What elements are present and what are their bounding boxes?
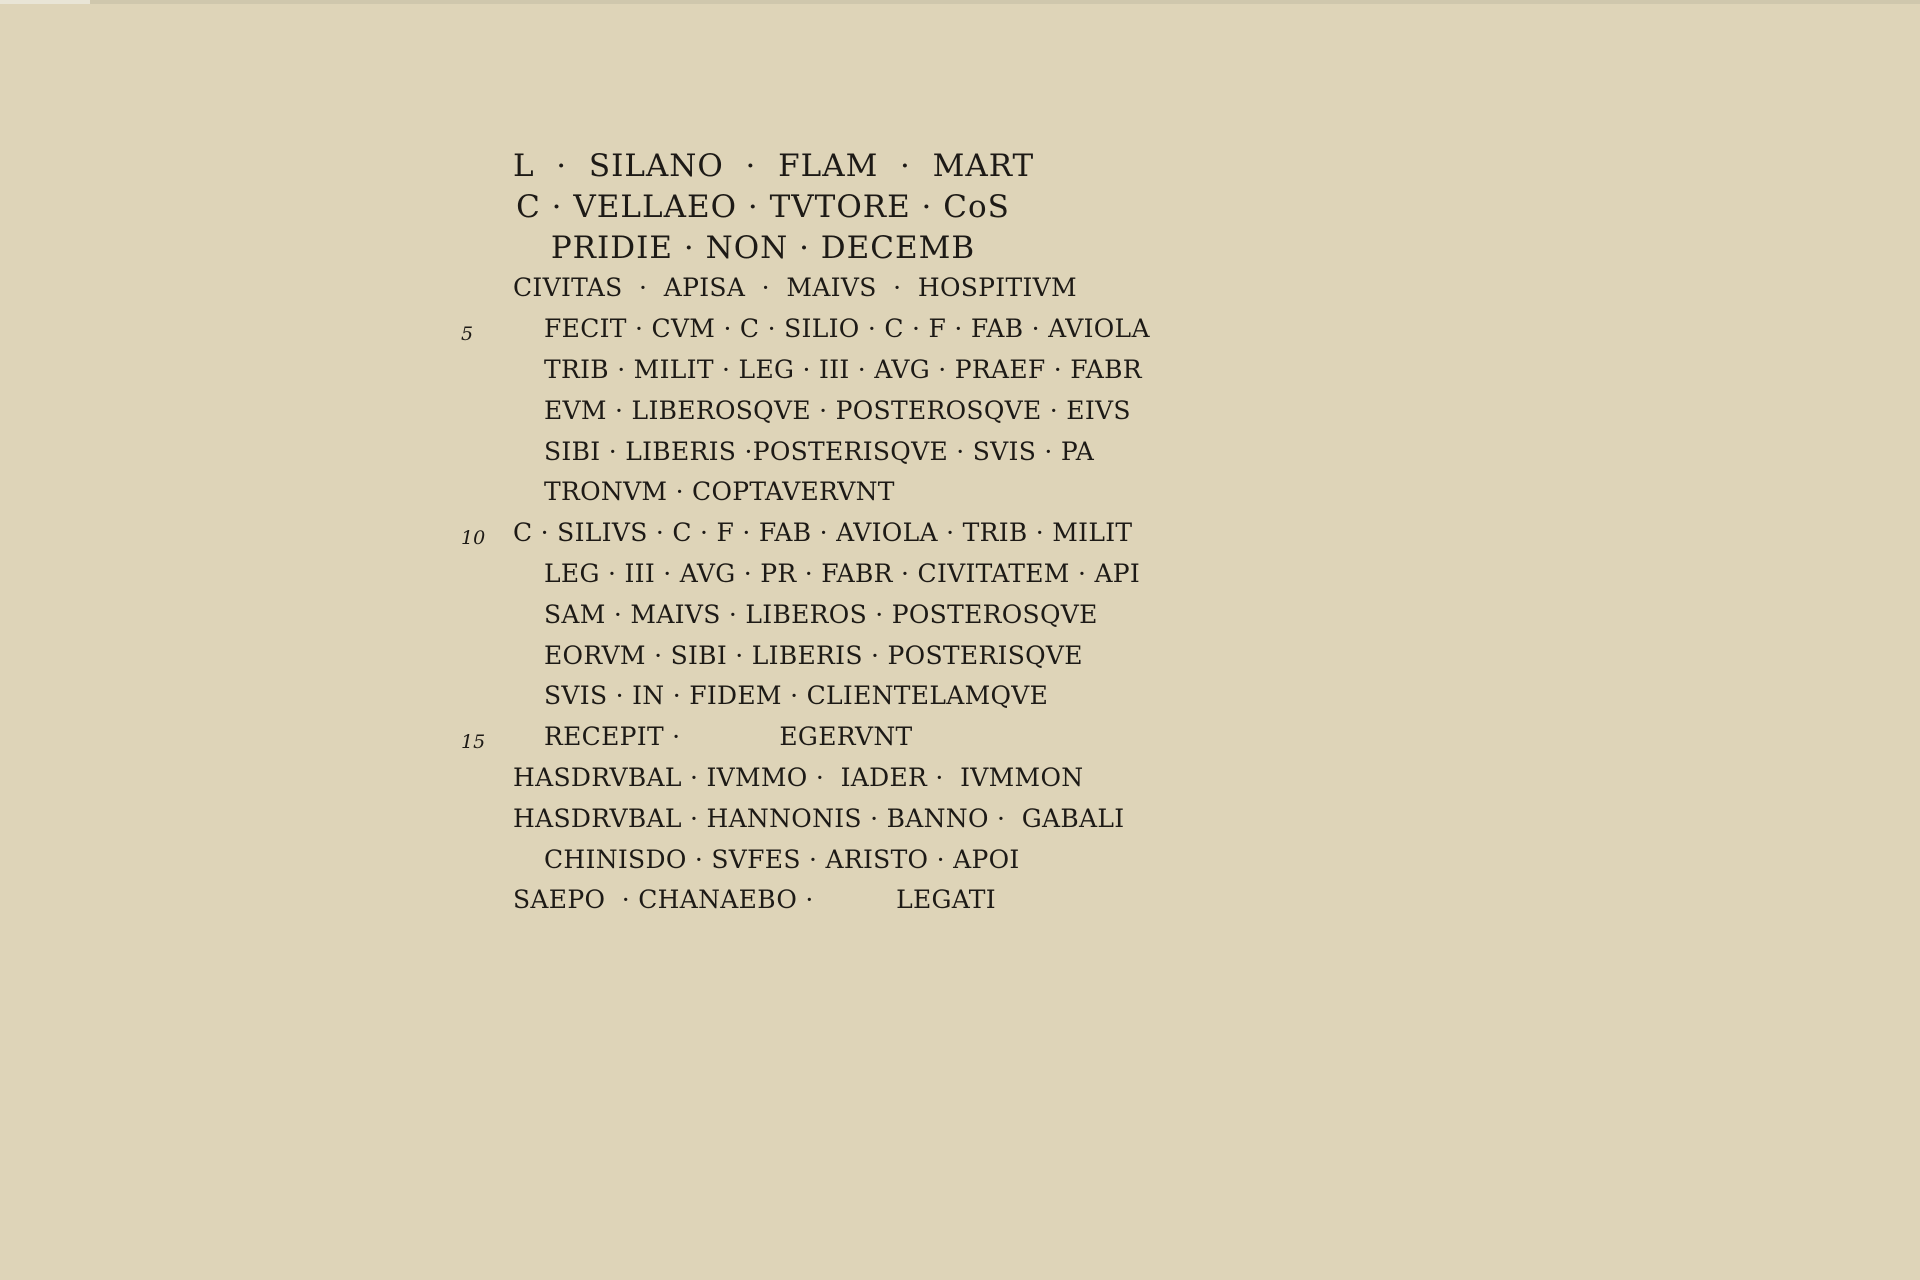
line-text: RECEPIT · EGERVNT bbox=[544, 722, 913, 752]
heading-line: L · SILANO · FLAM · MART bbox=[513, 148, 1035, 184]
line-text: TRONVM · COPTAVERVNT bbox=[544, 477, 895, 507]
line-text: SAM · MAIVS · LIBEROS · POSTEROSQVE bbox=[544, 599, 1098, 629]
line-text: EORVM · SIBI · LIBERIS · POSTERISQVE bbox=[544, 640, 1083, 670]
line-text: HASDRVBAL · HANNONIS · BANNO · GABALI bbox=[513, 803, 1125, 833]
line-number: 10 bbox=[461, 527, 486, 550]
inscription-line bbox=[461, 717, 1013, 758]
inscription-line bbox=[513, 880, 1013, 921]
inscription-line bbox=[513, 676, 1049, 717]
inscription-line bbox=[461, 309, 1150, 350]
line-number: 5 bbox=[461, 323, 474, 346]
inscription-line bbox=[513, 636, 1083, 677]
inscription-heading bbox=[513, 146, 1035, 268]
line-text: FECIT · CVM · C · SILIO · C · F · FAB · AVIOLA bbox=[544, 314, 1150, 344]
inscription-line bbox=[513, 350, 1142, 391]
line-text: SAEPO · CHANAEBO · LEGATI bbox=[513, 885, 996, 915]
inscription-line bbox=[513, 758, 1084, 799]
inscription-line bbox=[513, 472, 1013, 513]
inscription-line bbox=[513, 268, 1077, 309]
inscription-line bbox=[513, 595, 1098, 636]
line-text: C · SILIVS · C · F · FAB · AVIOLA · TRIB · MILIT bbox=[513, 518, 1133, 548]
inscription-line bbox=[461, 513, 1133, 554]
line-text: CHINISDO · SVFES · ARISTO · APOI bbox=[544, 844, 1020, 874]
inscription-line bbox=[513, 840, 1020, 881]
heading-line: C · VELLAEO · TVTORE · CoS bbox=[516, 188, 1010, 225]
line-text: TRIB · MILIT · LEG · III · AVG · PRAEF · FABR bbox=[544, 354, 1142, 384]
line-text: EVM · LIBEROSQVE · POSTEROSQVE · EIVS bbox=[544, 395, 1131, 425]
inscription-block bbox=[461, 146, 1150, 921]
line-text: SVIS · IN · FIDEM · CLIENTELAMQVE bbox=[544, 681, 1049, 711]
inscription-line bbox=[513, 391, 1131, 432]
line-text: HASDRVBAL · IVMMO · IADER · IVMMON bbox=[513, 762, 1084, 792]
top-edge-corner-patch bbox=[0, 0, 90, 4]
inscription-body bbox=[461, 268, 1150, 921]
inscription-line bbox=[513, 799, 1125, 840]
inscription-line bbox=[513, 432, 1095, 473]
heading-line: PRIDIE · NON · DECEMB bbox=[550, 229, 976, 266]
inscription-line bbox=[513, 554, 1141, 595]
line-text: SIBI · LIBERIS ·POSTERISQVE · SVIS · PA bbox=[544, 436, 1095, 466]
top-edge-strip bbox=[90, 0, 1920, 4]
line-text: CIVITAS · APISA · MAIVS · HOSPITIVM bbox=[513, 273, 1077, 303]
line-number: 15 bbox=[461, 731, 486, 754]
line-text: LEG · III · AVG · PR · FABR · CIVITATEM · API bbox=[544, 558, 1141, 588]
